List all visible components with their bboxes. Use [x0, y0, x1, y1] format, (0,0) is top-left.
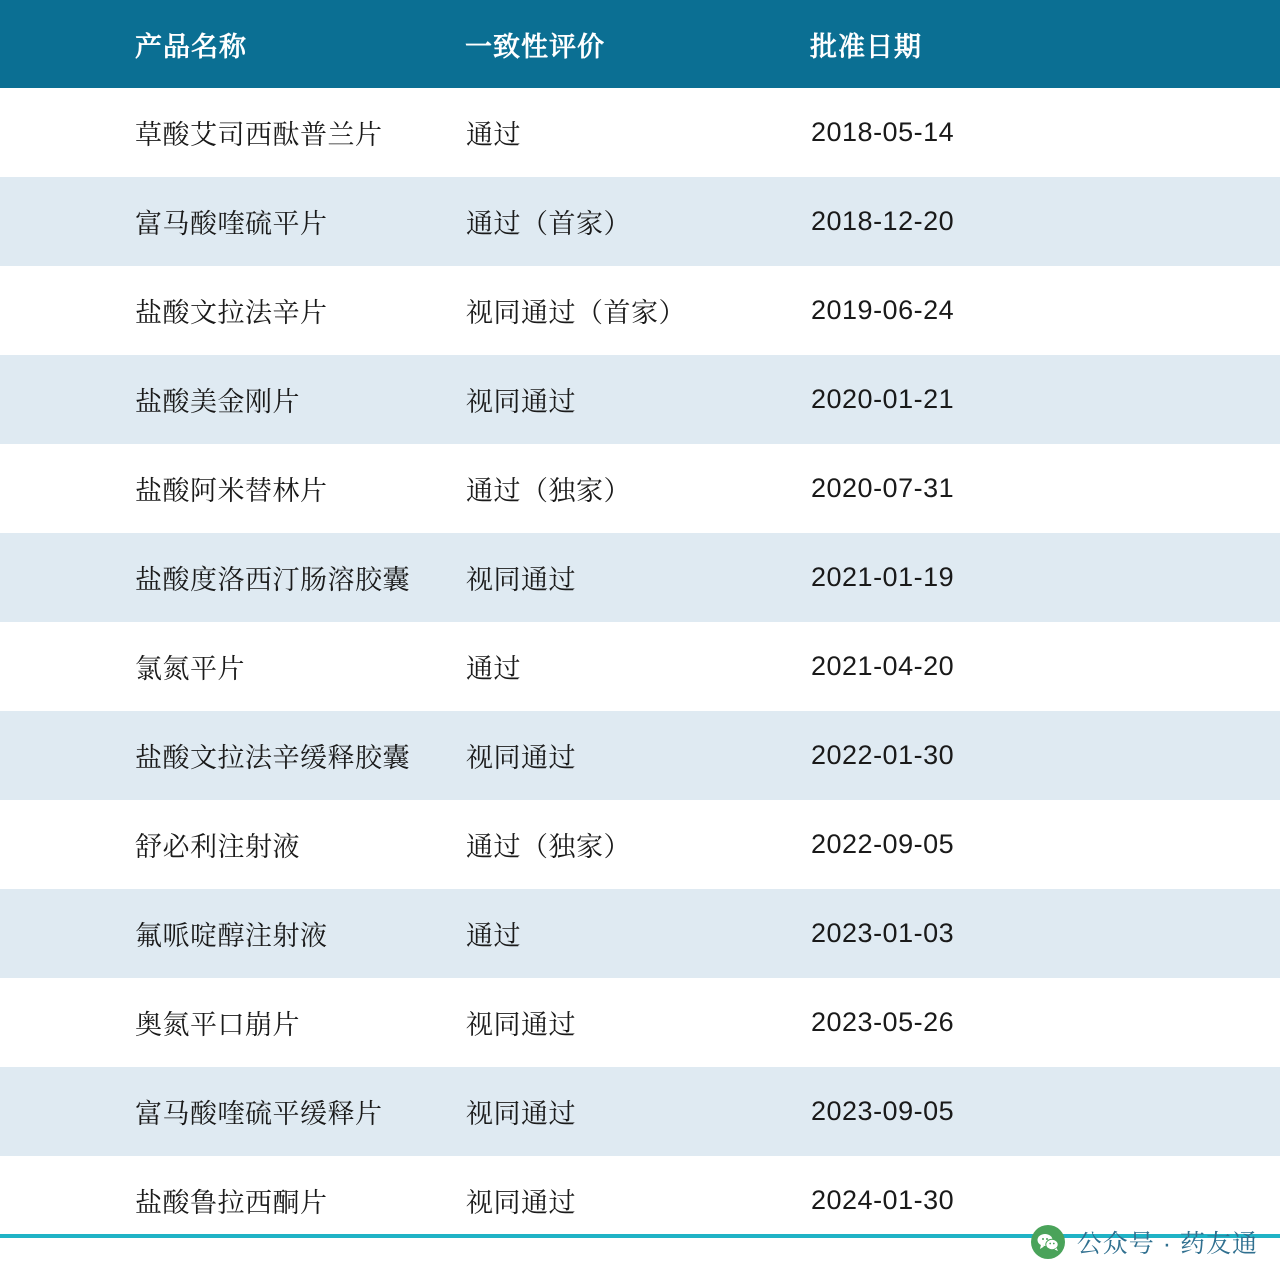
table-row [0, 88, 1280, 177]
cell-product-name: 氟哌啶醇注射液 [0, 889, 465, 978]
cell-approval-date: 2019-06-24 [810, 266, 1280, 355]
cell-consistency-evaluation: 通过（首家） [465, 177, 810, 266]
cell-consistency-evaluation: 视同通过 [465, 1156, 810, 1245]
table-row [0, 177, 1280, 266]
cell-approval-date: 2022-01-30 [810, 711, 1280, 800]
cell-product-name: 盐酸度洛西汀肠溶胶囊 [0, 533, 465, 622]
table-row [0, 978, 1280, 1067]
cell-consistency-evaluation: 视同通过 [465, 711, 810, 800]
table-body [0, 88, 1280, 1245]
table-header [0, 0, 1280, 88]
cell-consistency-evaluation: 通过 [465, 889, 810, 978]
cell-product-name: 盐酸文拉法辛片 [0, 266, 465, 355]
cell-approval-date: 2018-12-20 [810, 177, 1280, 266]
cell-approval-date: 2023-05-26 [810, 978, 1280, 1067]
cell-product-name: 盐酸文拉法辛缓释胶囊 [0, 711, 465, 800]
cell-product-name: 盐酸阿米替林片 [0, 444, 465, 533]
column-header-approval-date: 批准日期 [810, 0, 1280, 88]
cell-approval-date: 2020-07-31 [810, 444, 1280, 533]
cell-product-name: 舒必利注射液 [0, 800, 465, 889]
cell-product-name: 盐酸鲁拉西酮片 [0, 1156, 465, 1245]
table-row [0, 355, 1280, 444]
cell-approval-date: 2021-04-20 [810, 622, 1280, 711]
column-header-product-name: 产品名称 [0, 0, 465, 88]
cell-product-name: 草酸艾司西酞普兰片 [0, 88, 465, 177]
cell-approval-date: 2023-01-03 [810, 889, 1280, 978]
table-row [0, 266, 1280, 355]
cell-consistency-evaluation: 视同通过 [465, 978, 810, 1067]
cell-consistency-evaluation: 通过 [465, 88, 810, 177]
cell-approval-date: 2022-09-05 [810, 800, 1280, 889]
wechat-account-label: 公众号 · 药友通 [1076, 1230, 1258, 1258]
table-row [0, 889, 1280, 978]
column-header-consistency-evaluation: 一致性评价 [465, 0, 810, 88]
cell-product-name: 盐酸美金刚片 [0, 355, 465, 444]
table-row [0, 800, 1280, 889]
cell-product-name: 氯氮平片 [0, 622, 465, 711]
cell-consistency-evaluation: 通过（独家） [465, 800, 810, 889]
cell-approval-date: 2021-01-19 [810, 533, 1280, 622]
table-row [0, 444, 1280, 533]
cell-consistency-evaluation: 通过 [465, 622, 810, 711]
cell-product-name: 富马酸喹硫平片 [0, 177, 465, 266]
cell-approval-date: 2020-01-21 [810, 355, 1280, 444]
table-header-row [0, 0, 1280, 88]
cell-approval-date: 2023-09-05 [810, 1067, 1280, 1156]
cell-consistency-evaluation: 视同通过 [465, 533, 810, 622]
table-row [0, 711, 1280, 800]
cell-approval-date: 2024-01-30 [810, 1156, 1280, 1245]
wechat-icon [1031, 1225, 1065, 1259]
cell-approval-date: 2018-05-14 [810, 88, 1280, 177]
wechat-account-badge [1031, 1224, 1258, 1260]
cell-product-name: 富马酸喹硫平缓释片 [0, 1067, 465, 1156]
table-row [0, 622, 1280, 711]
table-row [0, 1067, 1280, 1156]
cell-consistency-evaluation: 视同通过 [465, 1067, 810, 1156]
table-row [0, 533, 1280, 622]
cell-consistency-evaluation: 通过（独家） [465, 444, 810, 533]
cell-consistency-evaluation: 视同通过（首家） [465, 266, 810, 355]
cell-consistency-evaluation: 视同通过 [465, 355, 810, 444]
cell-product-name: 奥氮平口崩片 [0, 978, 465, 1067]
